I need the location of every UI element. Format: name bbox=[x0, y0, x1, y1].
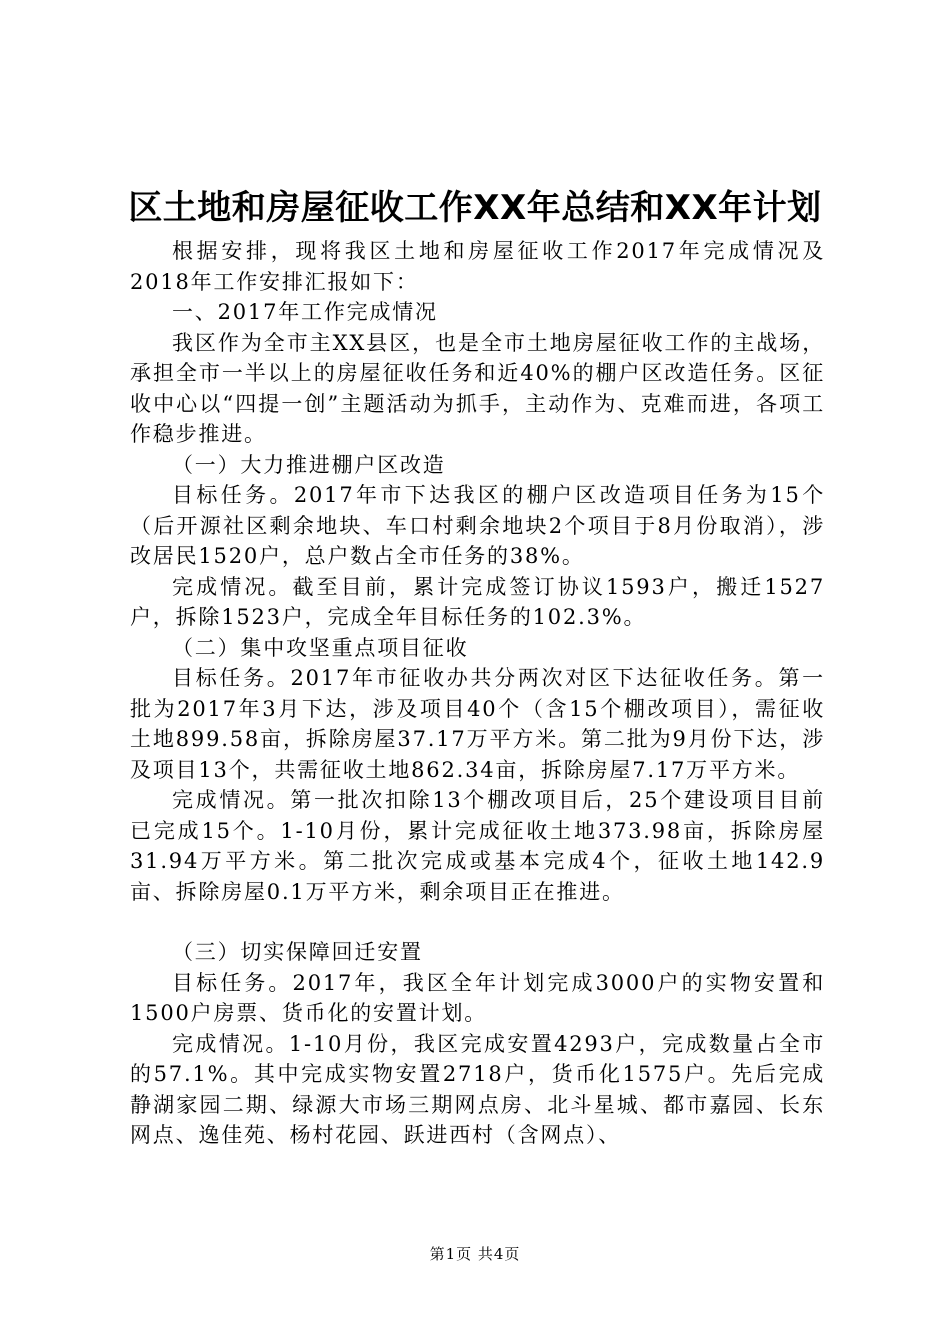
body-paragraph: 完成情况。第一批次扣除13个棚改项目后，25个建设项目目前已完成15个。1-10月份，累计完成征收土地373.98亩，拆除房屋31.94万平方米。第二批次完成或基本完成4个，征收土地142.9亩、拆除房屋0.1万平方米，剩余项目正在推进。 bbox=[130, 788, 825, 904]
subsection-heading: （三）切实保障回迁安置 bbox=[172, 940, 423, 964]
subsection-heading: （一）大力推进棚户区改造 bbox=[172, 452, 446, 477]
body-paragraph: 目标任务。2017年市征收办共分两次对区下达征收任务。第一批为2017年3月下达，涉及项目40个（含15个棚改项目），需征收土地899.58亩，拆除房屋37.17万平方米。第二批为9月份下达，涉及项目13个，共需征收土地862.34亩，拆除房屋7.17万平方米。 bbox=[130, 666, 825, 782]
body-paragraph: 目标任务。2017年市下达我区的棚户区改造项目任务为15个（后开源社区剩余地块、车口村剩余地块2个项目于8月份取消），涉改居民1520户，总户数占全市任务的38%。 bbox=[130, 483, 825, 568]
intro-paragraph: 根据安排，现将我区土地和房屋征收工作2017年完成情况及2018年工作安排汇报如下： bbox=[130, 239, 825, 294]
body-paragraph: 完成情况。1-10月份，我区完成安置4293户，完成数量占全市的57.1%。其中完成实物安置2718户，货币化1575户。先后完成静湖家园二期、绿源大市场三期网点房、北斗星城、都市嘉园、长东网点、逸佳苑、杨村花园、跃进西村（含网点）、 bbox=[130, 1031, 825, 1147]
body-paragraph: 我区作为全市主XX县区，也是全市土地房屋征收工作的主战场，承担全市一半以上的房屋征收任务和近40%的棚户区改造任务。区征收中心以“四提一创”主题活动为抓手，主动作为、克难而进，各项工作稳步推进。 bbox=[130, 330, 825, 446]
section-heading: 一、2017年工作完成情况 bbox=[172, 300, 438, 324]
body-paragraph: 完成情况。截至目前，累计完成签订协议1593户，搬迁1527户，拆除1523户，完成全年目标任务的102.3%。 bbox=[130, 574, 825, 629]
document-title: 区土地和房屋征收工作XX年总结和XX年计划 bbox=[128, 188, 822, 228]
page-footer: 第1页 共4页 bbox=[429, 1245, 521, 1263]
subsection-heading: （二）集中攻坚重点项目征收 bbox=[172, 635, 469, 660]
body-paragraph: 目标任务。2017年，我区全年计划完成3000户的实物安置和1500户房票、货币化的安置计划。 bbox=[130, 970, 825, 1025]
document-body bbox=[130, 236, 825, 1151]
